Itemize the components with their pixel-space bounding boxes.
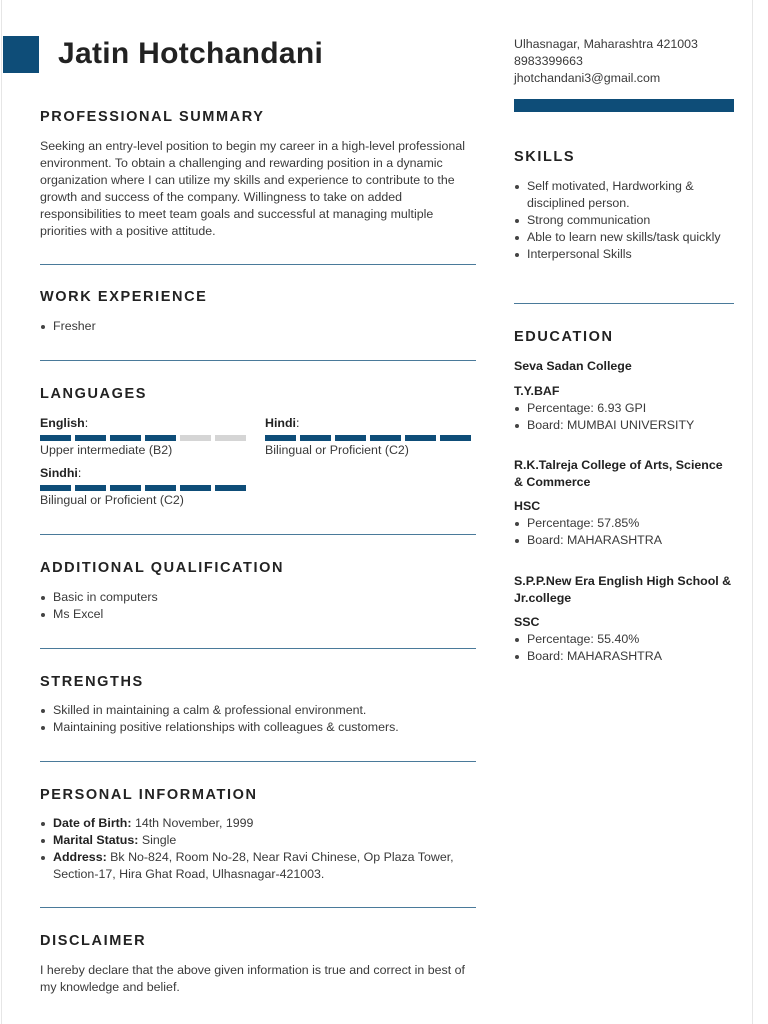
education-details [514,400,694,434]
section-divider [40,360,476,361]
level-segment [440,435,471,441]
language-sindhi [40,465,246,508]
list-item: Self motivated, Hardworking & disciplined person. [527,178,727,212]
level-segment [215,485,246,491]
section-divider [40,648,476,649]
language-level-text: Upper intermediate (B2) [40,443,173,457]
strengths-heading: STRENGTHS [40,674,144,690]
level-segment [180,485,211,491]
list-item: Skilled in maintaining a calm & professional environment. [53,702,399,719]
list-item: Basic in computers [53,590,158,604]
section-divider [40,534,476,535]
language-level-bar [40,435,246,441]
list-item: Percentage: 57.85% [527,515,662,532]
strengths-list [40,702,399,736]
level-segment [75,485,106,491]
name-accent-block [3,36,39,73]
candidate-name: Jatin Hotchandani [58,37,324,70]
level-segment [40,435,71,441]
list-item: Date of Birth: 14th November, 1999 [53,815,478,832]
level-segment [405,435,436,441]
education-institution: Seva Sadan College [514,359,632,373]
skills-heading: SKILLS [514,149,576,165]
level-segment [145,485,176,491]
contact-email: jhotchandani3@gmail.com [514,71,661,85]
contact-address: Ulhasnagar, Maharashtra 421003 [514,37,698,51]
skills-list [514,178,727,263]
level-segment [110,435,141,441]
level-segment [215,435,246,441]
list-item: Board: MAHARASHTRA [527,649,662,663]
list-item: Board: MUMBAI UNIVERSITY [527,418,695,432]
contact-phone: 8983399663 [514,54,583,68]
section-divider [514,303,734,304]
list-item: Fresher [53,319,96,333]
education-details [514,631,662,665]
work-list [40,318,96,335]
page-edge-left [1,0,2,1024]
list-item: Maintaining positive relationships with colleagues & customers. [53,720,399,734]
education-institution: R.K.Talreja College of Arts, Science & Commerce [514,458,723,489]
language-hindi [265,415,471,458]
language-level-text: Bilingual or Proficient (C2) [40,493,184,507]
level-segment [335,435,366,441]
language-name: Sindhi: [40,466,82,480]
personal-heading: PERSONAL INFORMATION [40,787,258,803]
list-item: Ms Excel [53,606,158,623]
page-edge-right [752,0,753,1024]
work-heading: WORK EXPERIENCE [40,289,208,305]
level-segment [370,435,401,441]
list-item: Board: MAHARASHTRA [527,533,662,547]
summary-heading: PROFESSIONAL SUMMARY [40,109,265,125]
level-segment [110,485,141,491]
language-english [40,415,246,458]
disclaimer-text: I hereby declare that the above given information is true and correct in best of my knowledge and belief. [40,963,465,994]
list-item: Marital Status: Single [53,832,478,849]
qualification-list [40,589,158,623]
level-segment [75,435,106,441]
education-degree: HSC [514,499,541,513]
level-segment [265,435,296,441]
list-item: Address: Bk No-824, Room No-28, Near Ravi Chinese, Op Plaza Tower, Section-17, Hira Ghat Road, Ulhasnagar-421003. [53,849,478,883]
language-name: English: [40,416,89,430]
education-heading: EDUCATION [514,329,614,345]
language-name: Hindi: [265,416,300,430]
section-divider [40,907,476,908]
disclaimer-heading: DISCLAIMER [40,933,147,949]
list-item: Able to learn new skills/task quickly [527,229,727,246]
language-level-bar [265,435,471,441]
education-degree: SSC [514,615,540,629]
language-level-text: Bilingual or Proficient (C2) [265,443,409,457]
summary-text: Seeking an entry-level position to begin my career in a high-level professional environment. To obtain a challenging and rewarding position in a dynamic organization where I can utilize my skills and experience to contribute to the growth and success of the company. Willingness to take on added responsibilities to meet team goals and successful at managing multiple priorities with a positive attitude. [40,139,465,238]
education-degree: T.Y.BAF [514,384,560,398]
section-divider [40,264,476,265]
list-item: Interpersonal Skills [527,246,727,263]
personal-list [40,815,478,883]
level-segment [300,435,331,441]
qualification-heading: ADDITIONAL QUALIFICATION [40,560,285,576]
education-details [514,515,662,549]
level-segment [145,435,176,441]
contact-block [514,36,698,87]
languages-heading: LANGUAGES [40,386,148,402]
contact-accent-bar [514,99,734,112]
section-divider [40,761,476,762]
education-institution: S.P.P.New Era English High School & Jr.college [514,574,732,605]
list-item: Strong communication [527,212,727,229]
list-item: Percentage: 6.93 GPI [527,400,694,417]
level-segment [40,485,71,491]
list-item: Percentage: 55.40% [527,631,662,648]
level-segment [180,435,211,441]
language-level-bar [40,485,246,491]
